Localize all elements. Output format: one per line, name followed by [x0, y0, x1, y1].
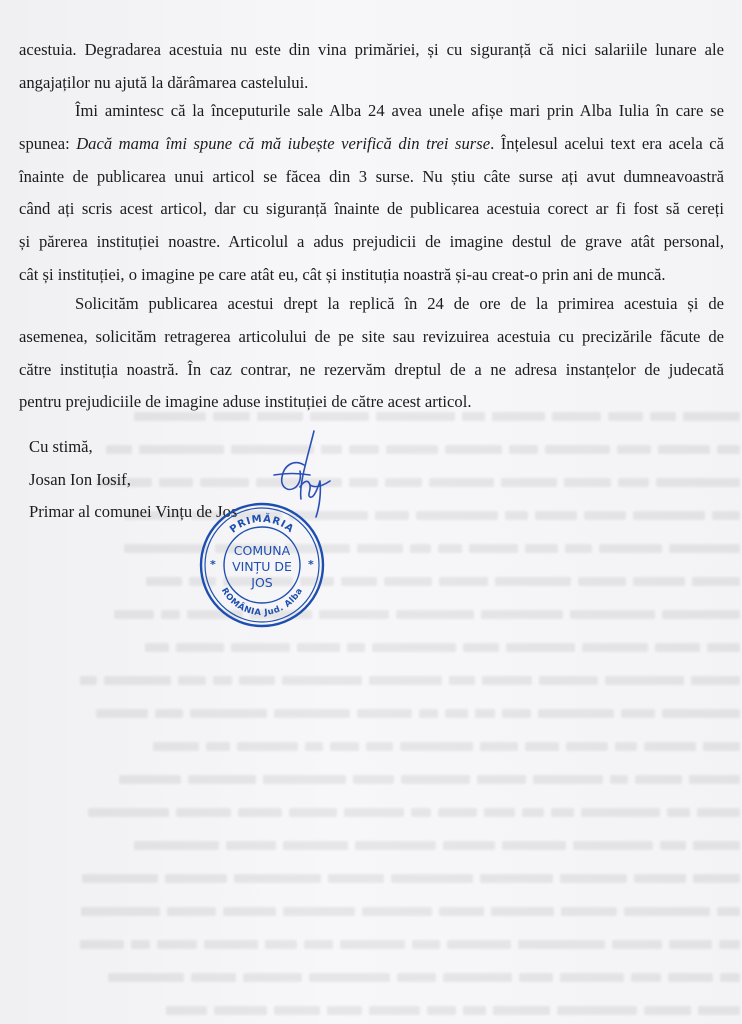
bleed-word	[289, 808, 337, 817]
bleed-word	[239, 676, 275, 685]
bleed-word	[411, 808, 431, 817]
bleed-line	[80, 763, 740, 796]
bleed-word	[237, 742, 298, 751]
bleed-word	[108, 973, 184, 982]
bleed-line	[80, 631, 740, 664]
bleed-word	[578, 577, 626, 586]
bleed-word	[234, 874, 321, 883]
bleed-word	[223, 907, 276, 916]
bleed-word	[165, 874, 227, 883]
bleed-word	[566, 742, 608, 751]
bleed-word	[226, 841, 276, 850]
paragraph-2-line: înainte de publicarea unui articol se făcea din 3 surse. Nu știu câte surse ați avut dumneavoastră	[19, 166, 724, 186]
bleed-word	[703, 742, 740, 751]
bleed-word	[560, 973, 624, 982]
bleed-word	[349, 445, 379, 454]
bleed-word	[475, 709, 495, 718]
bleed-word	[176, 808, 231, 817]
bleed-word	[658, 445, 710, 454]
bleed-word	[81, 907, 160, 916]
bleed-word	[357, 544, 403, 553]
bleed-word	[655, 643, 700, 652]
bleed-word	[369, 676, 442, 685]
bleed-line	[80, 928, 740, 961]
bleed-word	[720, 973, 740, 982]
bleed-word	[667, 808, 690, 817]
paragraph-3-line: către instituția noastră. În caz contrar, ne rezervăm dreptul de a ne adresa instanțelor de judecată	[19, 359, 724, 379]
bleed-word	[502, 709, 531, 718]
bleed-word	[96, 709, 148, 718]
bleed-word	[668, 973, 713, 982]
bleed-word	[330, 742, 359, 751]
bleed-word	[545, 445, 610, 454]
bleed-word	[584, 511, 626, 520]
bleed-word	[698, 1006, 740, 1015]
bleed-word	[484, 808, 515, 817]
bleed-word	[131, 940, 150, 949]
bleed-word	[480, 742, 518, 751]
bleed-word	[615, 742, 637, 751]
signer-name: Josan Ion Iosif,	[29, 469, 131, 489]
bleed-word	[644, 1006, 691, 1015]
bleed-word	[190, 709, 267, 718]
bleed-line	[80, 961, 740, 994]
bleed-word	[401, 775, 470, 784]
salutation: Cu stimă,	[29, 437, 93, 456]
bleed-word	[353, 775, 394, 784]
bleed-word	[570, 610, 655, 619]
bleed-word	[429, 478, 494, 487]
bleed-word	[206, 742, 230, 751]
paragraph-3-line: Solicităm publicarea acestui drept la replică în 24 de ore de la primirea acestuia și de	[75, 294, 724, 313]
bleed-word	[506, 643, 575, 652]
bleed-word	[157, 940, 197, 949]
bleed-word	[717, 445, 740, 454]
paragraph-1	[19, 34, 724, 100]
bleed-word	[477, 775, 526, 784]
bleed-word	[662, 610, 740, 619]
bleed-word	[618, 478, 649, 487]
bleed-word	[438, 544, 462, 553]
bleed-word	[495, 577, 571, 586]
paragraph-1-line: acestuia. Degradarea acestuia nu este din vina primăriei, și cu siguranță că nici salariile lunare ale	[19, 40, 724, 59]
bleed-word	[297, 643, 340, 652]
bleed-word	[386, 445, 438, 454]
bleed-line	[80, 994, 740, 1020]
bleed-word	[447, 940, 511, 949]
bleed-word	[410, 544, 431, 553]
bleed-word	[328, 874, 384, 883]
bleed-word	[375, 511, 409, 520]
bleed-word	[689, 775, 740, 784]
bleed-word	[624, 907, 710, 916]
bleed-word	[482, 676, 532, 685]
bleed-word	[124, 544, 208, 553]
bleed-word	[633, 511, 705, 520]
paragraph-2-line: Îmi amintesc că la începuturile sale Alba 24 avea unele afișe mari prin Alba Iulia în care se	[75, 101, 724, 120]
bleed-word	[525, 544, 558, 553]
bleed-word	[533, 775, 603, 784]
bleed-word	[427, 1006, 456, 1015]
bleed-word	[146, 577, 182, 586]
paragraph-2-line: cât și instituției, o imagine pe care atât eu, cât și instituția noastră și-au creat-o prin ani de muncă.	[19, 264, 666, 284]
bleed-word	[564, 478, 611, 487]
bleed-line	[80, 697, 740, 730]
bleed-word	[355, 841, 436, 850]
bleed-word	[385, 478, 422, 487]
bleed-word	[605, 676, 684, 685]
bleed-word	[274, 1006, 320, 1015]
bleed-word	[372, 643, 456, 652]
paragraph-2-line: când ați scris acest articol, dar cu siguranță înainte de publicarea acestuia corect ar fi fost să cereți	[19, 199, 724, 219]
bleed-word	[693, 841, 740, 850]
stamp-star-left: *	[210, 558, 216, 571]
bleed-word	[662, 709, 740, 718]
bleed-word	[204, 940, 258, 949]
bleed-word	[565, 544, 592, 553]
signer-title: Primar al comunei Vințu de Jos	[29, 502, 238, 522]
bleed-word	[114, 610, 154, 619]
bleed-word	[644, 742, 696, 751]
bleed-word	[384, 577, 432, 586]
bleed-word	[539, 676, 598, 685]
stamp-center-line: COMUNA	[233, 543, 291, 558]
bleed-word	[631, 973, 661, 982]
bleed-word	[669, 544, 740, 553]
bleed-line	[80, 862, 740, 895]
bleed-word	[439, 907, 484, 916]
bleed-word	[612, 940, 662, 949]
bleed-word	[712, 511, 740, 520]
bleed-word	[166, 1006, 207, 1015]
bleed-word	[660, 841, 686, 850]
bleed-line	[80, 565, 740, 598]
paragraph-3	[19, 288, 724, 419]
bleed-word	[573, 841, 653, 850]
bleed-line	[80, 598, 740, 631]
stamp-star-right: *	[308, 558, 314, 571]
bleed-word	[167, 907, 216, 916]
bleed-word	[561, 907, 617, 916]
paragraph-2-line	[19, 128, 724, 161]
paragraph-1-line: angajaților nu ajută la dărâmarea castelului.	[19, 72, 309, 92]
bleed-word	[238, 808, 282, 817]
bleed-word	[443, 973, 512, 982]
bleed-word	[231, 643, 290, 652]
bleed-word	[617, 445, 651, 454]
bleed-word	[469, 544, 518, 553]
bleed-word	[656, 478, 740, 487]
bleed-word	[501, 478, 557, 487]
bleed-word	[304, 940, 333, 949]
bleed-word	[155, 709, 183, 718]
bleed-word	[581, 808, 660, 817]
bleed-word	[391, 874, 473, 883]
bleed-word	[283, 841, 348, 850]
bleed-line	[80, 664, 740, 697]
bleed-word	[80, 940, 124, 949]
bleed-word	[610, 775, 628, 784]
bleed-word	[213, 676, 232, 685]
bleed-line	[80, 796, 740, 829]
bleed-word	[439, 577, 488, 586]
bleed-word	[717, 907, 740, 916]
bleed-word	[519, 973, 553, 982]
bleed-word	[104, 676, 171, 685]
bleed-word	[445, 709, 468, 718]
bleed-word	[691, 676, 740, 685]
bleed-word	[263, 775, 346, 784]
bleed-word	[633, 577, 685, 586]
bleed-word	[243, 973, 302, 982]
bleed-word	[161, 610, 180, 619]
svg-text:PRIMĂRIA	[228, 512, 296, 536]
bleed-word	[669, 940, 712, 949]
bleed-word	[319, 610, 389, 619]
bleed-word	[349, 478, 378, 487]
bleed-word	[445, 445, 502, 454]
bleed-word	[693, 874, 740, 883]
bleed-line	[80, 895, 740, 928]
bleed-word	[599, 544, 662, 553]
bleed-word	[265, 940, 297, 949]
bleed-word	[621, 709, 655, 718]
bleed-line	[80, 829, 740, 862]
bleed-word	[481, 610, 563, 619]
bleed-word	[463, 1006, 486, 1015]
bleed-word	[305, 742, 323, 751]
bleed-word	[397, 973, 436, 982]
bleed-word	[344, 808, 404, 817]
bleed-word	[327, 1006, 362, 1015]
bleed-word	[538, 709, 614, 718]
bleed-word	[80, 676, 97, 685]
bleed-word	[505, 511, 528, 520]
bleed-word	[145, 643, 169, 652]
bleed-word	[412, 940, 440, 949]
paragraph-2	[19, 95, 724, 292]
bleed-word	[449, 676, 475, 685]
stamp-bottom-text: ROMÂNIA Jud. Alba	[218, 586, 306, 619]
bleed-word	[502, 841, 566, 850]
bleed-word	[707, 643, 740, 652]
bleed-word	[560, 874, 627, 883]
bleed-word	[419, 709, 438, 718]
bleed-line	[80, 532, 740, 565]
bleed-word	[82, 874, 158, 883]
bleed-word	[551, 808, 574, 817]
bleed-word	[119, 775, 181, 784]
bleed-word	[719, 940, 740, 949]
bleed-word	[692, 577, 740, 586]
paragraph-2-text: spunea:	[19, 133, 77, 153]
bleed-word	[522, 808, 544, 817]
bleed-word	[178, 676, 206, 685]
bleed-word	[274, 709, 350, 718]
bleed-line	[80, 730, 740, 763]
bleed-word	[309, 973, 390, 982]
bleed-word	[557, 1006, 637, 1015]
bleed-word	[282, 676, 362, 685]
bleed-word	[188, 775, 256, 784]
bleed-word	[191, 973, 236, 982]
bleed-word	[88, 808, 169, 817]
bleed-word	[493, 1006, 550, 1015]
paragraph-3-line: pentru prejudiciile de imagine aduse instituției de către acest articol.	[19, 392, 472, 412]
paragraph-2-text: . Înțelesul acelui text era acela că	[490, 133, 724, 153]
bleed-word	[697, 808, 740, 817]
stamp-center-line: JOS	[251, 575, 273, 590]
stamp-center-line: VINȚU DE	[232, 559, 292, 574]
bleed-word	[283, 907, 355, 916]
bleed-word	[416, 511, 498, 520]
bleed-word	[214, 1006, 267, 1015]
bleed-word	[400, 742, 473, 751]
bleed-word	[341, 577, 377, 586]
bleed-word	[535, 511, 577, 520]
bleed-word	[369, 1006, 420, 1015]
slogan-quote: Dacă mama îmi spune că mă iubește verifică din trei surse	[76, 133, 491, 153]
bleed-word	[518, 940, 605, 949]
bleed-word	[347, 643, 365, 652]
official-stamp	[197, 500, 327, 630]
bleed-word	[134, 841, 219, 850]
bleed-word	[491, 907, 554, 916]
paragraph-3-line: asemenea, solicităm retragerea articolului de pe site sau revizuirea acestuia cu precizările făcute de	[19, 326, 724, 346]
bleed-word	[153, 742, 199, 751]
bleed-word	[362, 907, 432, 916]
bleed-word	[525, 742, 559, 751]
bleed-word	[357, 709, 412, 718]
bleed-word	[463, 643, 499, 652]
bleed-word	[443, 841, 495, 850]
stamp-top-text: PRIMĂRIA	[228, 513, 296, 536]
bleed-word	[366, 742, 393, 751]
bleed-word	[509, 445, 538, 454]
paragraph-2-line: și părerea instituției noastre. Articolul a adus prejudicii de imagine destul de grave atât personal,	[19, 232, 724, 252]
bleed-word	[480, 874, 553, 883]
bleed-word	[176, 643, 224, 652]
bleed-word	[438, 808, 477, 817]
bleed-word	[396, 610, 474, 619]
bleed-word	[634, 874, 686, 883]
bleed-word	[340, 940, 405, 949]
bleed-word	[582, 643, 648, 652]
bleed-word	[635, 775, 682, 784]
